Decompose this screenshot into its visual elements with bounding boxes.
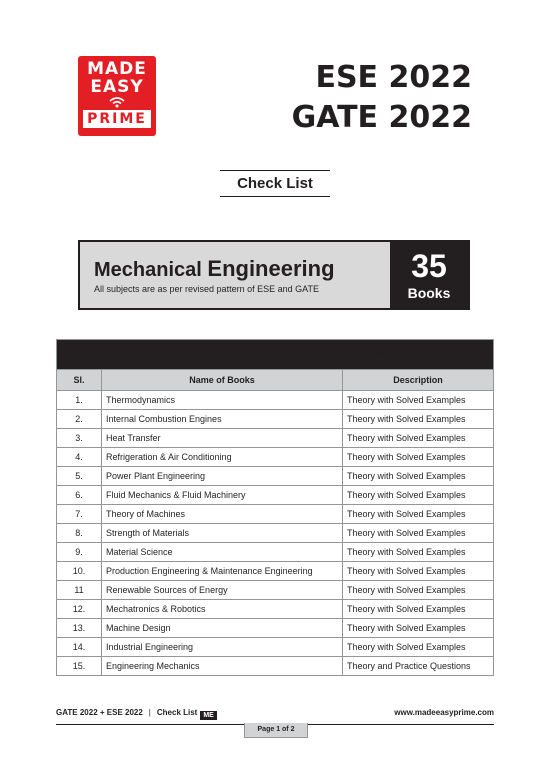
banner-subject-area xyxy=(80,242,390,308)
cell-sl: 8. xyxy=(57,524,102,543)
footer-website[interactable]: www.madeeasyprime.com xyxy=(394,708,494,717)
logo-text-made: MADE xyxy=(87,59,147,79)
table-row xyxy=(57,486,494,505)
cell-description: Theory with Solved Examples xyxy=(343,505,494,524)
table-row xyxy=(57,638,494,657)
cell-sl: 4. xyxy=(57,448,102,467)
banner-subject-prefix: Mechanical xyxy=(94,259,202,281)
subject-banner xyxy=(78,240,470,310)
cell-book-name: Theory of Machines xyxy=(102,505,343,524)
table-row xyxy=(57,543,494,562)
cell-sl: 7. xyxy=(57,505,102,524)
cell-sl: 11 xyxy=(57,581,102,600)
table-row xyxy=(57,581,494,600)
table-row xyxy=(57,524,494,543)
cell-sl: 2. xyxy=(57,410,102,429)
cell-book-name: Renewable Sources of Energy xyxy=(102,581,343,600)
table-row xyxy=(57,562,494,581)
cell-sl: 10. xyxy=(57,562,102,581)
logo-text-easy: EASY xyxy=(90,77,144,97)
cell-description: Theory with Solved Examples xyxy=(343,448,494,467)
books-table xyxy=(56,339,494,676)
cell-description: Theory with Solved Examples xyxy=(343,410,494,429)
page-number: Page 1 of 2 xyxy=(244,723,308,738)
table-row xyxy=(57,619,494,638)
cell-description: Theory with Solved Examples xyxy=(343,391,494,410)
table-row xyxy=(57,467,494,486)
cell-sl: 5. xyxy=(57,467,102,486)
cell-sl: 9. xyxy=(57,543,102,562)
cell-book-name: Mechatronics & Robotics xyxy=(102,600,343,619)
cell-description: Theory with Solved Examples xyxy=(343,467,494,486)
cell-book-name: Industrial Engineering xyxy=(102,638,343,657)
banner-subject xyxy=(94,256,390,283)
table-row xyxy=(57,657,494,676)
footer-separator: | xyxy=(148,708,151,717)
cell-sl: 14. xyxy=(57,638,102,657)
cell-sl: 6. xyxy=(57,486,102,505)
header-name: Name of Books xyxy=(102,370,343,391)
cell-book-name: Engineering Mechanics xyxy=(102,657,343,676)
page-footer xyxy=(56,704,494,725)
wifi-icon xyxy=(108,96,126,108)
cell-book-name: Power Plant Engineering xyxy=(102,467,343,486)
table-row xyxy=(57,429,494,448)
checklist-heading: Check List xyxy=(220,170,330,197)
footer-checklist: Check List xyxy=(156,708,198,717)
table-row xyxy=(57,600,494,619)
cell-book-name: Thermodynamics xyxy=(102,391,343,410)
cell-book-name: Internal Combustion Engines xyxy=(102,410,343,429)
cell-sl: 13. xyxy=(57,619,102,638)
cell-book-name: Material Science xyxy=(102,543,343,562)
header-description: Description xyxy=(343,370,494,391)
cell-book-name: Machine Design xyxy=(102,619,343,638)
cell-description: Theory with Solved Examples xyxy=(343,562,494,581)
exam-titles xyxy=(292,58,472,138)
banner-count-unit: Books xyxy=(407,285,451,301)
cell-description: Theory with Solved Examples xyxy=(343,429,494,448)
banner-subject-main: Engineering xyxy=(207,256,335,281)
cell-description: Theory with Solved Examples xyxy=(343,486,494,505)
cell-book-name: Refrigeration & Air Conditioning xyxy=(102,448,343,467)
footer-branch-badge: ME xyxy=(200,711,217,720)
cell-description: Theory with Solved Examples xyxy=(343,524,494,543)
banner-note: All subjects are as per revised pattern of ESE and GATE xyxy=(94,284,319,294)
cell-book-name: Fluid Mechanics & Fluid Machinery xyxy=(102,486,343,505)
header-sl: Sl. xyxy=(57,370,102,391)
table-row xyxy=(57,391,494,410)
cell-sl: 12. xyxy=(57,600,102,619)
cell-description: Theory and Practice Questions xyxy=(343,657,494,676)
cell-description: Theory with Solved Examples xyxy=(343,600,494,619)
table-caption: Set-A : Technical Books (Theory with Solved Examples) xyxy=(57,340,494,370)
exam-title-ese: ESE 2022 xyxy=(315,60,472,95)
logo-text-prime: PRIME xyxy=(83,110,151,128)
cell-description: Theory with Solved Examples xyxy=(343,619,494,638)
table-header-row xyxy=(57,370,494,391)
cell-book-name: Strength of Materials xyxy=(102,524,343,543)
footer-left xyxy=(56,708,217,718)
banner-book-count xyxy=(390,242,468,308)
cell-description: Theory with Solved Examples xyxy=(343,581,494,600)
cell-description: Theory with Solved Examples xyxy=(343,638,494,657)
exam-title-gate: GATE 2022 xyxy=(291,100,472,135)
cell-sl: 1. xyxy=(57,391,102,410)
cell-description: Theory with Solved Examples xyxy=(343,543,494,562)
footer-exams: GATE 2022 + ESE 2022 xyxy=(56,708,143,717)
cell-book-name: Production Engineering & Maintenance Engineering xyxy=(102,562,343,581)
table-row xyxy=(57,505,494,524)
banner-count-number: 35 xyxy=(411,248,447,284)
table-row xyxy=(57,448,494,467)
cell-sl: 3. xyxy=(57,429,102,448)
made-easy-prime-logo xyxy=(78,56,156,136)
table-row xyxy=(57,410,494,429)
cell-book-name: Heat Transfer xyxy=(102,429,343,448)
cell-sl: 15. xyxy=(57,657,102,676)
